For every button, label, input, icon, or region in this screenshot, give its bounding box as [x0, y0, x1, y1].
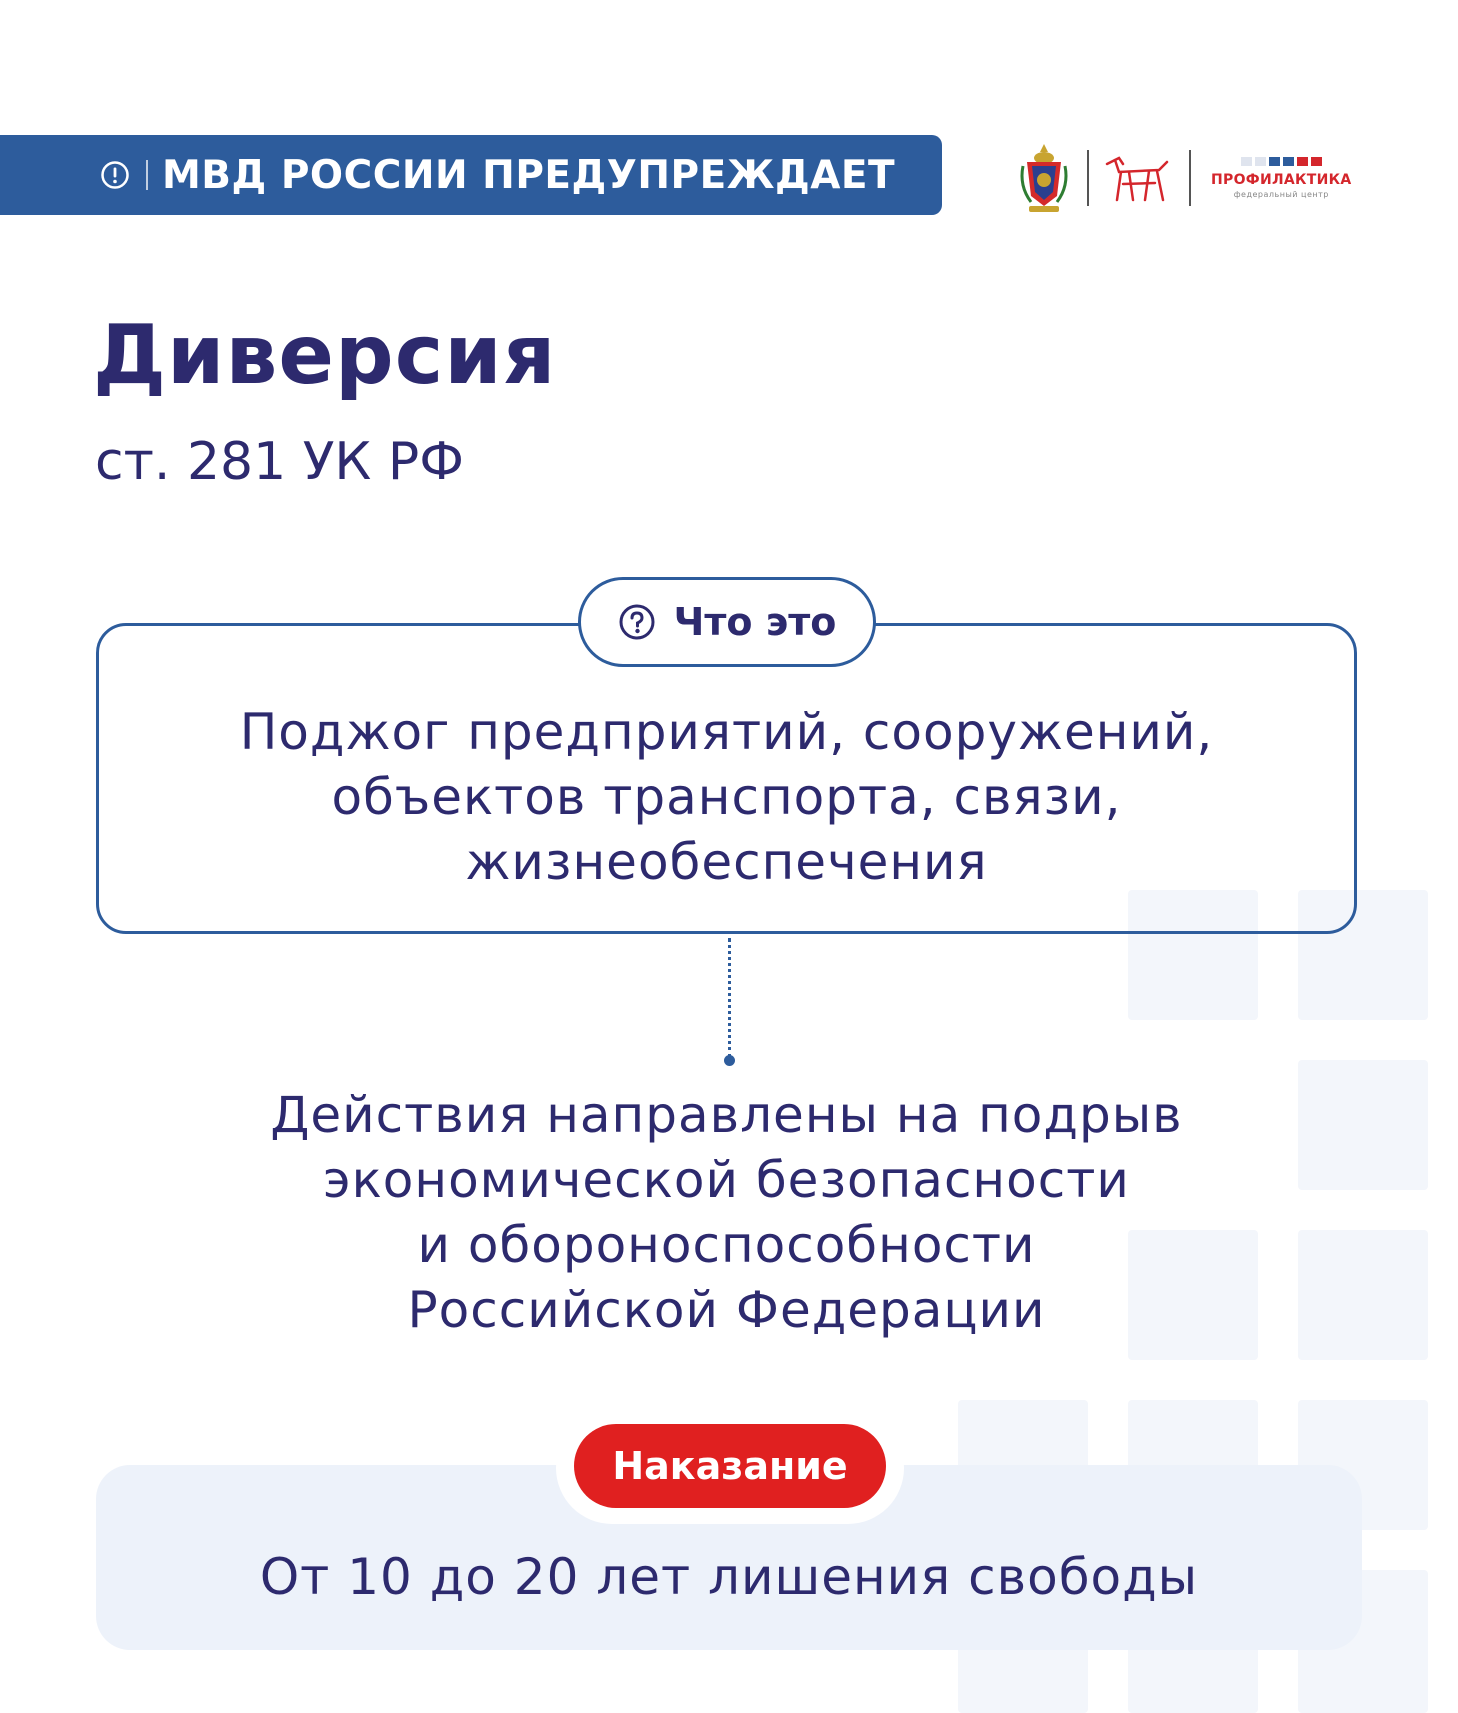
- page-title: Диверсия: [93, 308, 557, 403]
- horse-logo: [1103, 150, 1175, 206]
- definition-line: Поджог предприятий, сооружений,: [239, 703, 1214, 761]
- definition-text: [96, 700, 1357, 895]
- actions-line: и обороноспособности: [417, 1216, 1036, 1274]
- definition-label-pill: [578, 577, 876, 667]
- actions-line: Действия направлены на подрыв: [270, 1086, 1183, 1144]
- profilaktika-subtitle: федеральный центр: [1233, 190, 1329, 199]
- logos-row: [1015, 138, 1352, 218]
- punishment-label-pill: [574, 1424, 886, 1508]
- actions-line: экономической безопасности: [323, 1151, 1130, 1209]
- question-circle-icon: [618, 603, 656, 641]
- punishment-label: Наказание: [612, 1444, 848, 1488]
- logo-divider: [1087, 150, 1089, 206]
- profilaktika-title: ПРОФИЛАКТИКА: [1211, 172, 1352, 188]
- connector-dot: [724, 1055, 735, 1066]
- mvd-emblem-logo: [1015, 140, 1073, 216]
- profilaktika-logo-bars: [1241, 157, 1322, 166]
- actions-line: Российской Федерации: [407, 1281, 1046, 1339]
- definition-line: жизнеобеспечения: [465, 833, 988, 891]
- banner-separator: [146, 160, 148, 190]
- profilaktika-logo: [1211, 157, 1352, 199]
- banner-title: МВД РОССИИ ПРЕДУПРЕЖДАЕТ: [162, 152, 896, 198]
- logo-divider: [1189, 150, 1191, 206]
- dotted-connector: [728, 938, 731, 1058]
- actions-description: [96, 1083, 1357, 1343]
- definition-line: объектов транспорта, связи,: [331, 768, 1122, 826]
- exclamation-circle-icon: [100, 160, 130, 190]
- punishment-text: От 10 до 20 лет лишения свободы: [259, 1548, 1199, 1606]
- header-banner: [0, 135, 942, 215]
- page-subtitle: ст. 281 УК РФ: [95, 432, 464, 492]
- definition-label: Что это: [673, 600, 837, 644]
